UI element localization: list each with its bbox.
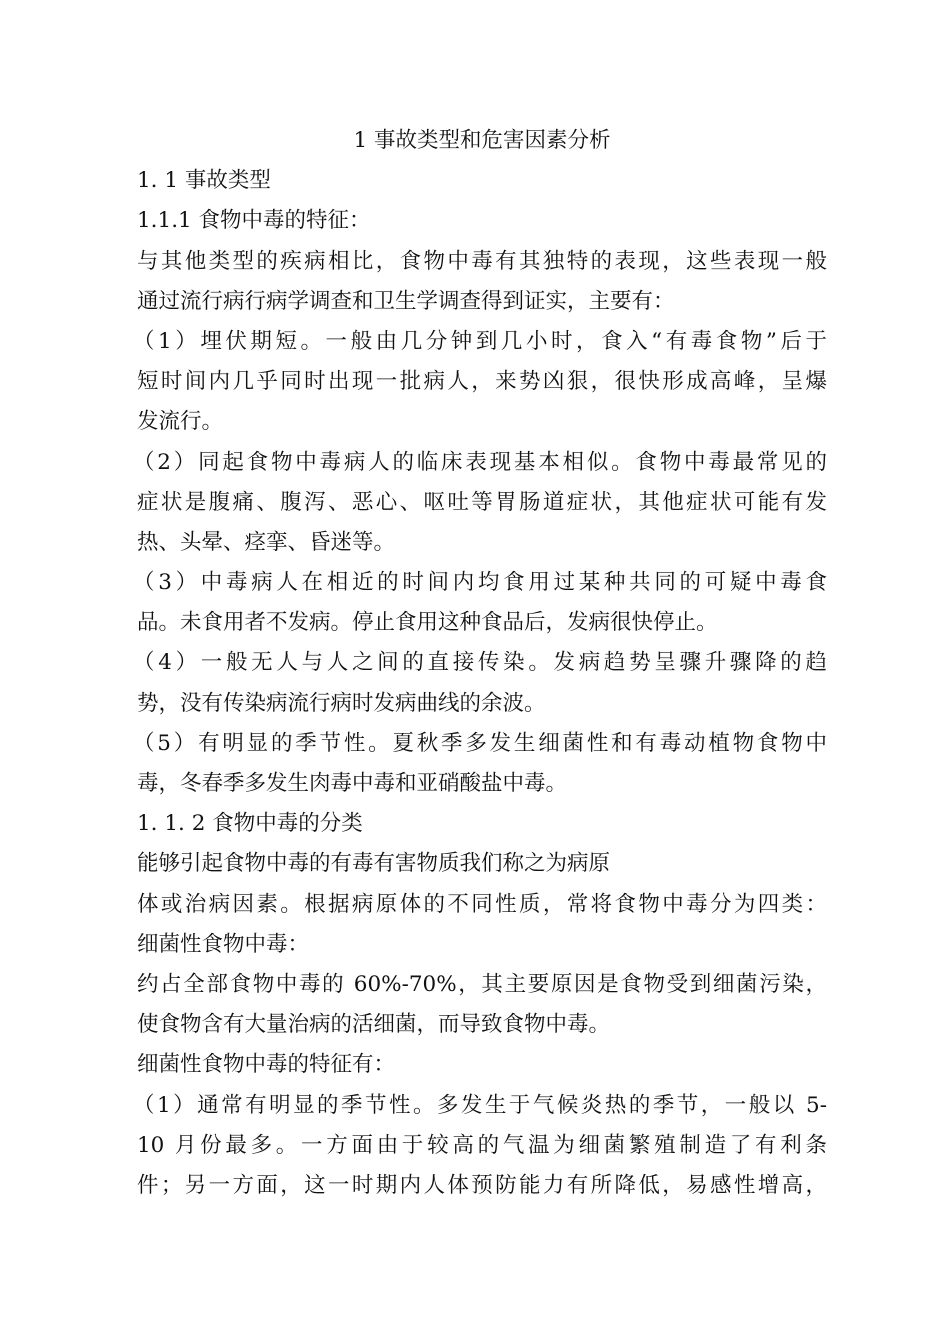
text-line: 使食物含有大量治病的活细菌，而导致食物中毒。: [137, 1012, 611, 1038]
text-line: 通过流行病行病学调查和卫生学调查得到证实，主要有：: [137, 288, 675, 314]
text-line: （4）一般无人与人之间的直接传染。发病趋势呈骤升骤降的趋: [133, 650, 827, 676]
text-line: 1. 1. 2 食物中毒的分类: [137, 811, 363, 837]
text-line: （2）同起食物中毒病人的临床表现基本相似。食物中毒最常见的: [133, 449, 827, 475]
text-line: 10 月份最多。一方面由于较高的气温为细菌繁殖制造了有利条: [137, 1132, 827, 1158]
text-line: 症状是腹痛、腹泻、恶心、呕吐等胃肠道症状，其他症状可能有发: [137, 489, 827, 515]
text-line: 短时间内几乎同时出现一批病人，来势凶狠，很快形成高峰，呈爆: [137, 369, 827, 395]
text-line: 1. 1 事故类型: [137, 168, 271, 194]
text-line: （1）埋伏期短。一般由几分钟到几小时，食入“有毒食物”后于: [133, 328, 827, 354]
text-line: （5）有明显的季节性。夏秋季多发生细菌性和有毒动植物食物中: [133, 730, 827, 756]
text-line: 发流行。: [137, 409, 224, 435]
text-line: 热、头晕、痉挛、昏迷等。: [137, 529, 396, 555]
text-line: 件；另一方面，这一时期内人体预防能力有所降低，易感性增高，: [137, 1172, 827, 1198]
text-line: （1）通常有明显的季节性。多发生于气候炎热的季节，一般以 5-: [133, 1092, 827, 1118]
document-body: [133, 121, 827, 1206]
text-line: 细菌性食物中毒的特征有：: [137, 1052, 396, 1078]
text-line: 品。未食用者不发病。停止食用这种食品后，发病很快停止。: [137, 610, 718, 636]
text-line: 细菌性食物中毒：: [137, 931, 310, 957]
text-line: 能够引起食物中毒的有毒有害物质我们称之为病原: [137, 851, 611, 877]
text-line: 势，没有传染病流行病时发病曲线的余波。: [137, 690, 546, 716]
text-line: 1.1.1 食物中毒的特征：: [137, 208, 371, 234]
text-line: 约占全部食物中毒的 60%-70%，其主要原因是食物受到细菌污染，: [137, 971, 827, 997]
text-line: 毒，冬春季多发生肉毒中毒和亚硝酸盐中毒。: [137, 771, 568, 796]
document-title: 1 事故类型和危害因素分析: [353, 128, 611, 153]
text-line: （3）中毒病人在相近的时间内均食用过某种共同的可疑中毒食: [133, 570, 827, 596]
paragraph-lines: [133, 161, 827, 1206]
text-line: 体或治病因素。根据病原体的不同性质，常将食物中毒分为四类：: [137, 891, 827, 917]
text-line: 与其他类型的疾病相比，食物中毒有其独特的表现，这些表现一般: [137, 248, 827, 274]
